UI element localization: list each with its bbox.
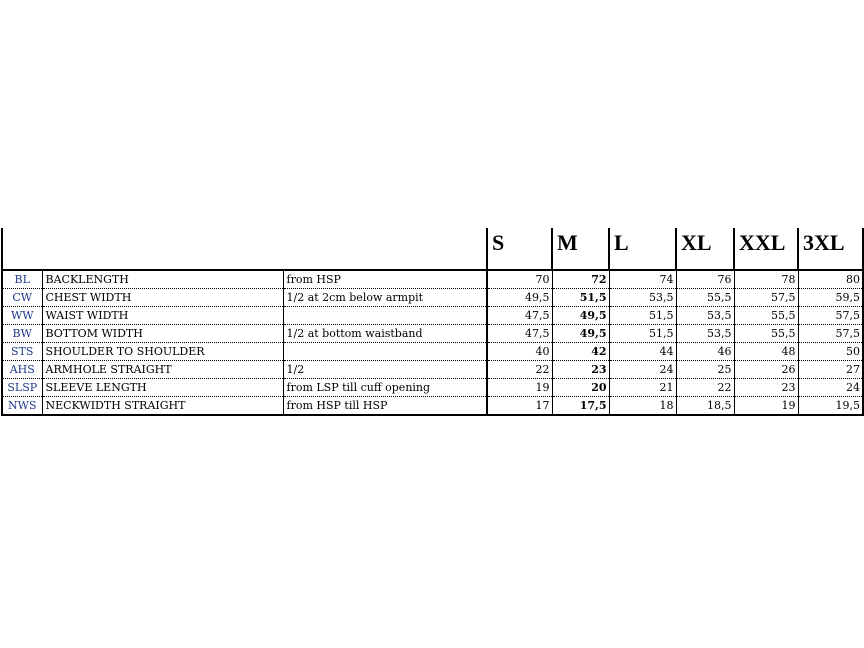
measurement-value-3xl: 57,5	[798, 325, 863, 343]
measurement-value-s: 22	[487, 361, 552, 379]
measurement-code: AHS	[2, 361, 42, 379]
measurement-value-xxl: 19	[734, 397, 798, 416]
measurement-value-3xl: 24	[798, 379, 863, 397]
measurement-value-m: 42	[552, 343, 609, 361]
measurement-value-xl: 25	[676, 361, 734, 379]
measurement-name: CHEST WIDTH	[42, 289, 283, 307]
measurement-code: CW	[2, 289, 42, 307]
measurement-value-m: 72	[552, 270, 609, 289]
measurement-value-xxl: 55,5	[734, 325, 798, 343]
measurement-value-l: 24	[609, 361, 676, 379]
measurement-value-xl: 76	[676, 270, 734, 289]
measurement-name: ARMHOLE STRAIGHT	[42, 361, 283, 379]
measurement-value-s: 49,5	[487, 289, 552, 307]
size-header-row	[2, 228, 863, 270]
measurement-description: from LSP till cuff opening	[283, 379, 487, 397]
measurement-value-l: 44	[609, 343, 676, 361]
measurement-description: from HSP till HSP	[283, 397, 487, 416]
measurement-code: NWS	[2, 397, 42, 416]
measurement-name: WAIST WIDTH	[42, 307, 283, 325]
measurement-value-xxl: 55,5	[734, 307, 798, 325]
size-header-3xl: 3XL	[798, 228, 863, 270]
measurement-value-l: 21	[609, 379, 676, 397]
measurement-value-xxl: 57,5	[734, 289, 798, 307]
measurement-value-3xl: 27	[798, 361, 863, 379]
measurement-value-xl: 55,5	[676, 289, 734, 307]
measurement-value-l: 51,5	[609, 307, 676, 325]
measurement-code: BL	[2, 270, 42, 289]
measurement-value-l: 74	[609, 270, 676, 289]
measurement-value-xl: 53,5	[676, 325, 734, 343]
measurement-rows	[2, 270, 863, 415]
measurement-code: BW	[2, 325, 42, 343]
size-header-xl: XL	[676, 228, 734, 270]
measurement-value-xxl: 48	[734, 343, 798, 361]
measurement-value-xl: 46	[676, 343, 734, 361]
header-blank-name	[42, 228, 283, 270]
measurement-name: BACKLENGTH	[42, 270, 283, 289]
measurement-description	[283, 343, 487, 361]
size-header-m: M	[552, 228, 609, 270]
measurement-row-sts	[2, 343, 863, 361]
measurement-value-s: 19	[487, 379, 552, 397]
measurement-value-s: 40	[487, 343, 552, 361]
measurement-row-nws	[2, 397, 863, 416]
measurement-value-m: 17,5	[552, 397, 609, 416]
size-chart-table	[1, 228, 864, 416]
size-header-l: L	[609, 228, 676, 270]
measurement-value-m: 20	[552, 379, 609, 397]
measurement-row-cw	[2, 289, 863, 307]
measurement-value-l: 51,5	[609, 325, 676, 343]
measurement-name: SHOULDER TO SHOULDER	[42, 343, 283, 361]
measurement-value-xl: 53,5	[676, 307, 734, 325]
measurement-value-xxl: 26	[734, 361, 798, 379]
header-blank-code	[2, 228, 42, 270]
measurement-row-bw	[2, 325, 863, 343]
measurement-value-xxl: 78	[734, 270, 798, 289]
measurement-value-s: 47,5	[487, 307, 552, 325]
measurement-value-l: 53,5	[609, 289, 676, 307]
measurement-description	[283, 307, 487, 325]
measurement-code: SLSP	[2, 379, 42, 397]
measurement-row-ahs	[2, 361, 863, 379]
measurement-value-m: 49,5	[552, 325, 609, 343]
measurement-value-s: 47,5	[487, 325, 552, 343]
measurement-value-3xl: 50	[798, 343, 863, 361]
measurement-row-slsp	[2, 379, 863, 397]
measurement-name: BOTTOM WIDTH	[42, 325, 283, 343]
measurement-value-3xl: 80	[798, 270, 863, 289]
measurement-value-m: 49,5	[552, 307, 609, 325]
measurement-value-xl: 22	[676, 379, 734, 397]
measurement-value-3xl: 59,5	[798, 289, 863, 307]
measurement-value-3xl: 19,5	[798, 397, 863, 416]
measurement-value-xxl: 23	[734, 379, 798, 397]
size-header-xxl: XXL	[734, 228, 798, 270]
measurement-description: 1/2 at bottom waistband	[283, 325, 487, 343]
header-blank-desc	[283, 228, 487, 270]
measurement-code: STS	[2, 343, 42, 361]
measurement-value-s: 17	[487, 397, 552, 416]
measurement-row-bl	[2, 270, 863, 289]
measurement-description: 1/2	[283, 361, 487, 379]
measurement-code: WW	[2, 307, 42, 325]
measurement-name: SLEEVE LENGTH	[42, 379, 283, 397]
measurement-description: from HSP	[283, 270, 487, 289]
measurement-value-3xl: 57,5	[798, 307, 863, 325]
measurement-value-m: 51,5	[552, 289, 609, 307]
measurement-description: 1/2 at 2cm below armpit	[283, 289, 487, 307]
measurement-name: NECKWIDTH STRAIGHT	[42, 397, 283, 416]
measurement-value-m: 23	[552, 361, 609, 379]
measurement-value-s: 70	[487, 270, 552, 289]
measurement-value-l: 18	[609, 397, 676, 416]
measurement-row-ww	[2, 307, 863, 325]
measurement-value-xl: 18,5	[676, 397, 734, 416]
size-header-s: S	[487, 228, 552, 270]
